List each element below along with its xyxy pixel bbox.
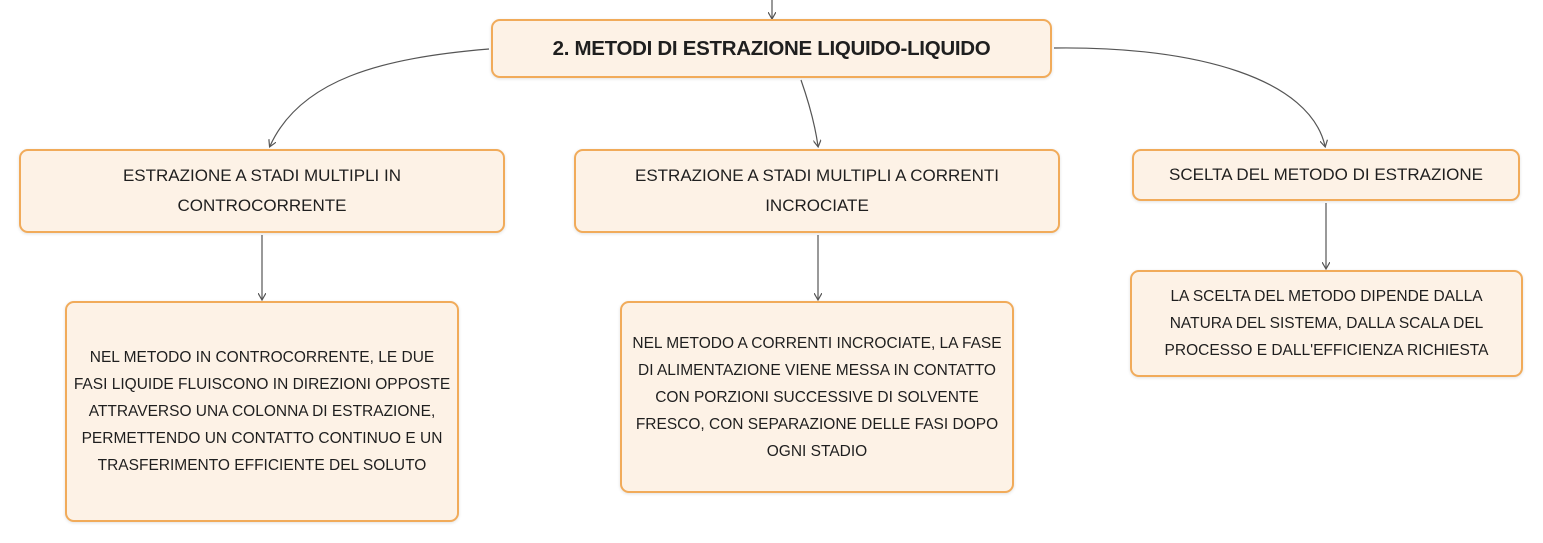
branch-label-correnti-incrociate: ESTRAZIONE A STADI MULTIPLI A CORRENTI INCROCIATE (635, 166, 999, 215)
detail-text-controcorrente: NEL METODO IN CONTROCORRENTE, LE DUE FASI LIQUIDE FLUISCONO IN DIREZIONI OPPOSTE ATTRAVERSO UNA COLONNA DI ESTRAZIONE, PERMETTENDO UN CONTATTO CONTINUO E UN TRASFERIMENTO EFFICIENTE DEL SOLUTO (73, 349, 451, 474)
detail-node-correnti-incrociate[interactable] (620, 301, 1014, 493)
detail-text-scelta-metodo: LA SCELTA DEL METODO DIPENDE DALLA NATURA DEL SISTEMA, DALLA SCALA DEL PROCESSO E DALL'EFFICIENZA RICHIESTA (1164, 288, 1489, 359)
branch-label-scelta-metodo: SCELTA DEL METODO DI ESTRAZIONE (1169, 165, 1483, 184)
connector-root-to-branch-1 (270, 49, 489, 146)
branch-node-correnti-incrociate[interactable] (574, 149, 1060, 233)
branch-node-controcorrente[interactable] (19, 149, 505, 233)
root-topic-label: 2. METODI DI ESTRAZIONE LIQUIDO-LIQUIDO (552, 36, 991, 60)
detail-node-scelta-metodo[interactable] (1130, 270, 1523, 377)
root-topic-node[interactable] (491, 19, 1052, 78)
detail-node-controcorrente[interactable] (65, 301, 459, 522)
connector-root-to-branch-2 (801, 80, 818, 146)
connector-root-to-branch-3 (1054, 48, 1325, 146)
branch-label-controcorrente: ESTRAZIONE A STADI MULTIPLI IN CONTROCORRENTE (122, 166, 402, 215)
branch-node-scelta-metodo[interactable] (1132, 149, 1520, 201)
detail-text-correnti-incrociate: NEL METODO A CORRENTI INCROCIATE, LA FASE DI ALIMENTAZIONE VIENE MESSA IN CONTATTO CON PORZIONI SUCCESSIVE DI SOLVENTE FRESCO, CON SEPARAZIONE DELLE FASI DOPO OGNI STADIO (632, 334, 1002, 460)
